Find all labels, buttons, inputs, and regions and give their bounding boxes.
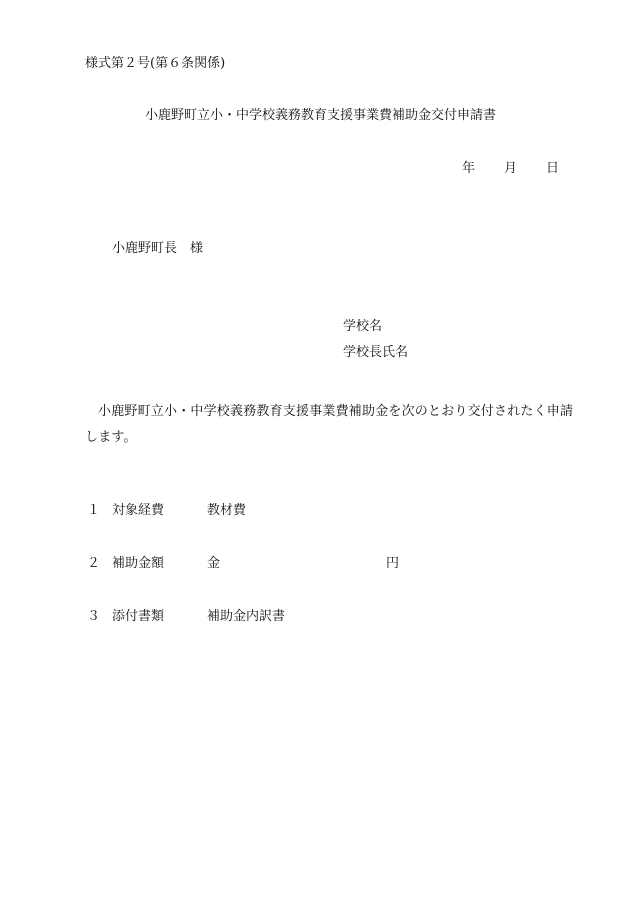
- item-value: 教材費: [207, 503, 247, 518]
- date-day-label: 日: [546, 161, 560, 176]
- item-value: 補助金内訳書: [207, 609, 286, 624]
- document-title: 小鹿野町立小・中学校義務教育支援事業費補助金交付申請書: [145, 108, 497, 123]
- date-month-label: 月: [504, 161, 518, 176]
- date-year-label: 年: [462, 161, 476, 176]
- form-number: 様式第２号(第６条関係): [85, 56, 226, 71]
- addressee-name: 小鹿野町長: [112, 241, 178, 256]
- item-label: 補助金額: [112, 556, 165, 571]
- item-label: 添付書類: [112, 609, 165, 624]
- application-statement: 小鹿野町立小・中学校義務教育支援事業費補助金を次のとおり交付されたく申請します。: [85, 404, 574, 445]
- item-row-attachments: [87, 610, 285, 623]
- item-number: １: [87, 503, 101, 518]
- date-line: [462, 162, 559, 175]
- item-unit: 円: [386, 556, 400, 571]
- item-row-target-expense: [87, 504, 246, 517]
- item-value: 金: [207, 556, 221, 571]
- item-number: ３: [87, 609, 101, 624]
- addressee: [112, 242, 203, 255]
- item-number: ２: [87, 556, 101, 571]
- school-name-label: 学校名: [343, 319, 383, 334]
- item-row-subsidy-amount: [87, 557, 399, 570]
- principal-name-label: 学校長氏名: [343, 345, 409, 360]
- item-label: 対象経費: [112, 503, 165, 518]
- addressee-honorific: 様: [190, 241, 204, 256]
